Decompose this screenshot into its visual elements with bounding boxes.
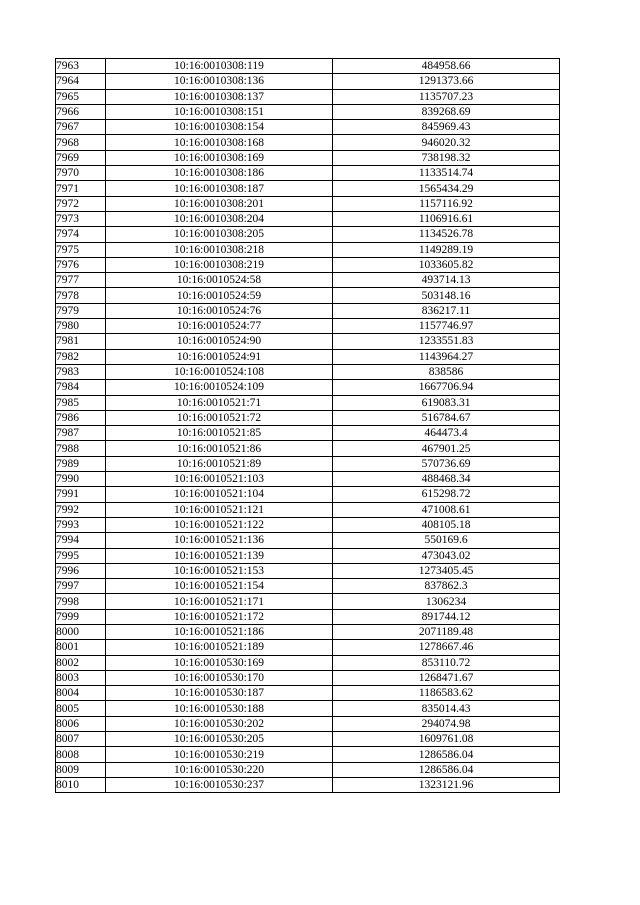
cadastral-number-cell: 10:16:0010308:168	[106, 135, 333, 150]
table-row	[56, 579, 560, 594]
value-cell: 837862.3	[333, 579, 560, 594]
row-number-cell: 7970	[56, 166, 106, 181]
table-body	[56, 59, 560, 793]
table-row	[56, 624, 560, 639]
row-number-cell: 7999	[56, 609, 106, 624]
cadastral-number-cell: 10:16:0010308:151	[106, 104, 333, 119]
value-cell: 294074.98	[333, 716, 560, 731]
value-cell: 1565434.29	[333, 181, 560, 196]
row-number-cell: 7971	[56, 181, 106, 196]
row-number-cell: 7966	[56, 104, 106, 119]
value-cell: 1273405.45	[333, 563, 560, 578]
cadastral-number-cell: 10:16:0010308:219	[106, 257, 333, 272]
value-cell: 1323121.96	[333, 777, 560, 792]
row-number-cell: 7992	[56, 502, 106, 517]
row-number-cell: 7988	[56, 441, 106, 456]
cadastral-number-cell: 10:16:0010521:71	[106, 395, 333, 410]
table-row	[56, 701, 560, 716]
table-row	[56, 655, 560, 670]
row-number-cell: 8007	[56, 732, 106, 747]
value-cell: 1157746.97	[333, 319, 560, 334]
value-cell: 839268.69	[333, 104, 560, 119]
value-cell: 836217.11	[333, 303, 560, 318]
cadastral-number-cell: 10:16:0010530:202	[106, 716, 333, 731]
value-cell: 467901.25	[333, 441, 560, 456]
value-cell: 488468.34	[333, 472, 560, 487]
value-cell: 1135707.23	[333, 89, 560, 104]
row-number-cell: 7963	[56, 59, 106, 74]
row-number-cell: 7976	[56, 257, 106, 272]
cadastral-number-cell: 10:16:0010530:187	[106, 686, 333, 701]
cadastral-number-cell: 10:16:0010521:89	[106, 456, 333, 471]
cadastral-number-cell: 10:16:0010530:205	[106, 732, 333, 747]
row-number-cell: 7964	[56, 74, 106, 89]
value-cell: 853110.72	[333, 655, 560, 670]
table-row	[56, 670, 560, 685]
table-row	[56, 273, 560, 288]
row-number-cell: 7967	[56, 120, 106, 135]
table-row	[56, 777, 560, 792]
table-row	[56, 288, 560, 303]
table-row	[56, 74, 560, 89]
cadastral-number-cell: 10:16:0010308:169	[106, 150, 333, 165]
row-number-cell: 7993	[56, 517, 106, 532]
table-row	[56, 211, 560, 226]
row-number-cell: 8002	[56, 655, 106, 670]
cadastral-number-cell: 10:16:0010521:189	[106, 640, 333, 655]
table-row	[56, 410, 560, 425]
cadastral-number-cell: 10:16:0010530:237	[106, 777, 333, 792]
value-cell: 1306234	[333, 594, 560, 609]
table-row	[56, 257, 560, 272]
cadastral-number-cell: 10:16:0010521:122	[106, 517, 333, 532]
value-cell: 1609761.08	[333, 732, 560, 747]
cadastral-number-cell: 10:16:0010524:109	[106, 380, 333, 395]
row-number-cell: 8008	[56, 747, 106, 762]
document-page	[55, 58, 559, 793]
row-number-cell: 8009	[56, 762, 106, 777]
cadastral-number-cell: 10:16:0010308:205	[106, 227, 333, 242]
cadastral-number-cell: 10:16:0010308:119	[106, 59, 333, 74]
cadastral-number-cell: 10:16:0010308:218	[106, 242, 333, 257]
row-number-cell: 7995	[56, 548, 106, 563]
value-cell: 493714.13	[333, 273, 560, 288]
row-number-cell: 7989	[56, 456, 106, 471]
value-cell: 473043.02	[333, 548, 560, 563]
value-cell: 838586	[333, 364, 560, 379]
cadastral-number-cell: 10:16:0010524:59	[106, 288, 333, 303]
row-number-cell: 7979	[56, 303, 106, 318]
value-cell: 1106916.61	[333, 211, 560, 226]
cadastral-number-cell: 10:16:0010530:170	[106, 670, 333, 685]
row-number-cell: 7972	[56, 196, 106, 211]
table-row	[56, 594, 560, 609]
table-row	[56, 441, 560, 456]
table-row	[56, 517, 560, 532]
cadastral-number-cell: 10:16:0010524:91	[106, 349, 333, 364]
cadastral-number-cell: 10:16:0010521:139	[106, 548, 333, 563]
cadastral-number-cell: 10:16:0010521:171	[106, 594, 333, 609]
table-row	[56, 135, 560, 150]
table-row	[56, 502, 560, 517]
row-number-cell: 7997	[56, 579, 106, 594]
table-row	[56, 150, 560, 165]
row-number-cell: 7983	[56, 364, 106, 379]
value-cell: 845969.43	[333, 120, 560, 135]
row-number-cell: 7990	[56, 472, 106, 487]
value-cell: 1667706.94	[333, 380, 560, 395]
cadastral-number-cell: 10:16:0010521:86	[106, 441, 333, 456]
cadastral-number-cell: 10:16:0010308:187	[106, 181, 333, 196]
row-number-cell: 8003	[56, 670, 106, 685]
value-cell: 1286586.04	[333, 762, 560, 777]
value-cell: 891744.12	[333, 609, 560, 624]
row-number-cell: 7981	[56, 334, 106, 349]
value-cell: 2071189.48	[333, 624, 560, 639]
cadastral-number-cell: 10:16:0010308:201	[106, 196, 333, 211]
row-number-cell: 7984	[56, 380, 106, 395]
row-number-cell: 8005	[56, 701, 106, 716]
row-number-cell: 8001	[56, 640, 106, 655]
table-row	[56, 319, 560, 334]
cadastral-number-cell: 10:16:0010521:72	[106, 410, 333, 425]
cadastral-number-cell: 10:16:0010524:76	[106, 303, 333, 318]
value-cell: 946020.32	[333, 135, 560, 150]
row-number-cell: 7969	[56, 150, 106, 165]
value-cell: 1033605.82	[333, 257, 560, 272]
cadastral-number-cell: 10:16:0010521:186	[106, 624, 333, 639]
table-row	[56, 548, 560, 563]
table-row	[56, 563, 560, 578]
value-cell: 408105.18	[333, 517, 560, 532]
value-cell: 1233551.83	[333, 334, 560, 349]
cadastral-number-cell: 10:16:0010530:219	[106, 747, 333, 762]
value-cell: 1134526.78	[333, 227, 560, 242]
cadastral-number-cell: 10:16:0010521:172	[106, 609, 333, 624]
table-row	[56, 456, 560, 471]
value-cell: 484958.66	[333, 59, 560, 74]
value-cell: 1186583.62	[333, 686, 560, 701]
data-table	[55, 58, 560, 793]
row-number-cell: 8006	[56, 716, 106, 731]
table-row	[56, 334, 560, 349]
table-row	[56, 104, 560, 119]
cadastral-number-cell: 10:16:0010521:104	[106, 487, 333, 502]
row-number-cell: 7965	[56, 89, 106, 104]
value-cell: 1143964.27	[333, 349, 560, 364]
cadastral-number-cell: 10:16:0010308:186	[106, 166, 333, 181]
row-number-cell: 7974	[56, 227, 106, 242]
table-row	[56, 640, 560, 655]
value-cell: 503148.16	[333, 288, 560, 303]
row-number-cell: 7977	[56, 273, 106, 288]
table-row	[56, 533, 560, 548]
value-cell: 570736.69	[333, 456, 560, 471]
table-row	[56, 242, 560, 257]
cadastral-number-cell: 10:16:0010530:169	[106, 655, 333, 670]
table-row	[56, 395, 560, 410]
value-cell: 1278667.46	[333, 640, 560, 655]
value-cell: 619083.31	[333, 395, 560, 410]
table-row	[56, 609, 560, 624]
cadastral-number-cell: 10:16:0010524:90	[106, 334, 333, 349]
cadastral-number-cell: 10:16:0010308:154	[106, 120, 333, 135]
value-cell: 615298.72	[333, 487, 560, 502]
table-row	[56, 120, 560, 135]
table-row	[56, 181, 560, 196]
value-cell: 1157116.92	[333, 196, 560, 211]
cadastral-number-cell: 10:16:0010530:220	[106, 762, 333, 777]
table-row	[56, 747, 560, 762]
row-number-cell: 8004	[56, 686, 106, 701]
table-row	[56, 89, 560, 104]
table-row	[56, 686, 560, 701]
row-number-cell: 7978	[56, 288, 106, 303]
row-number-cell: 7968	[56, 135, 106, 150]
value-cell: 738198.32	[333, 150, 560, 165]
row-number-cell: 7982	[56, 349, 106, 364]
row-number-cell: 7996	[56, 563, 106, 578]
row-number-cell: 7985	[56, 395, 106, 410]
value-cell: 471008.61	[333, 502, 560, 517]
table-row	[56, 716, 560, 731]
cadastral-number-cell: 10:16:0010530:188	[106, 701, 333, 716]
value-cell: 1133514.74	[333, 166, 560, 181]
value-cell: 1286586.04	[333, 747, 560, 762]
value-cell: 516784.67	[333, 410, 560, 425]
row-number-cell: 7980	[56, 319, 106, 334]
table-row	[56, 196, 560, 211]
cadastral-number-cell: 10:16:0010521:85	[106, 426, 333, 441]
cadastral-number-cell: 10:16:0010521:103	[106, 472, 333, 487]
row-number-cell: 7986	[56, 410, 106, 425]
value-cell: 464473.4	[333, 426, 560, 441]
cadastral-number-cell: 10:16:0010524:108	[106, 364, 333, 379]
table-row	[56, 426, 560, 441]
value-cell: 835014.43	[333, 701, 560, 716]
cadastral-number-cell: 10:16:0010521:136	[106, 533, 333, 548]
value-cell: 550169.6	[333, 533, 560, 548]
value-cell: 1268471.67	[333, 670, 560, 685]
cadastral-number-cell: 10:16:0010521:153	[106, 563, 333, 578]
row-number-cell: 7991	[56, 487, 106, 502]
table-row	[56, 380, 560, 395]
table-row	[56, 59, 560, 74]
table-row	[56, 472, 560, 487]
row-number-cell: 7994	[56, 533, 106, 548]
table-row	[56, 364, 560, 379]
row-number-cell: 7987	[56, 426, 106, 441]
cadastral-number-cell: 10:16:0010524:58	[106, 273, 333, 288]
cadastral-number-cell: 10:16:0010521:154	[106, 579, 333, 594]
table-row	[56, 166, 560, 181]
table-row	[56, 227, 560, 242]
table-row	[56, 487, 560, 502]
cadastral-number-cell: 10:16:0010308:136	[106, 74, 333, 89]
row-number-cell: 7998	[56, 594, 106, 609]
cadastral-number-cell: 10:16:0010308:204	[106, 211, 333, 226]
table-row	[56, 762, 560, 777]
cadastral-number-cell: 10:16:0010524:77	[106, 319, 333, 334]
table-row	[56, 303, 560, 318]
table-row	[56, 349, 560, 364]
cadastral-number-cell: 10:16:0010521:121	[106, 502, 333, 517]
row-number-cell: 8000	[56, 624, 106, 639]
value-cell: 1149289.19	[333, 242, 560, 257]
cadastral-number-cell: 10:16:0010308:137	[106, 89, 333, 104]
row-number-cell: 7975	[56, 242, 106, 257]
table-row	[56, 732, 560, 747]
row-number-cell: 7973	[56, 211, 106, 226]
value-cell: 1291373.66	[333, 74, 560, 89]
row-number-cell: 8010	[56, 777, 106, 792]
